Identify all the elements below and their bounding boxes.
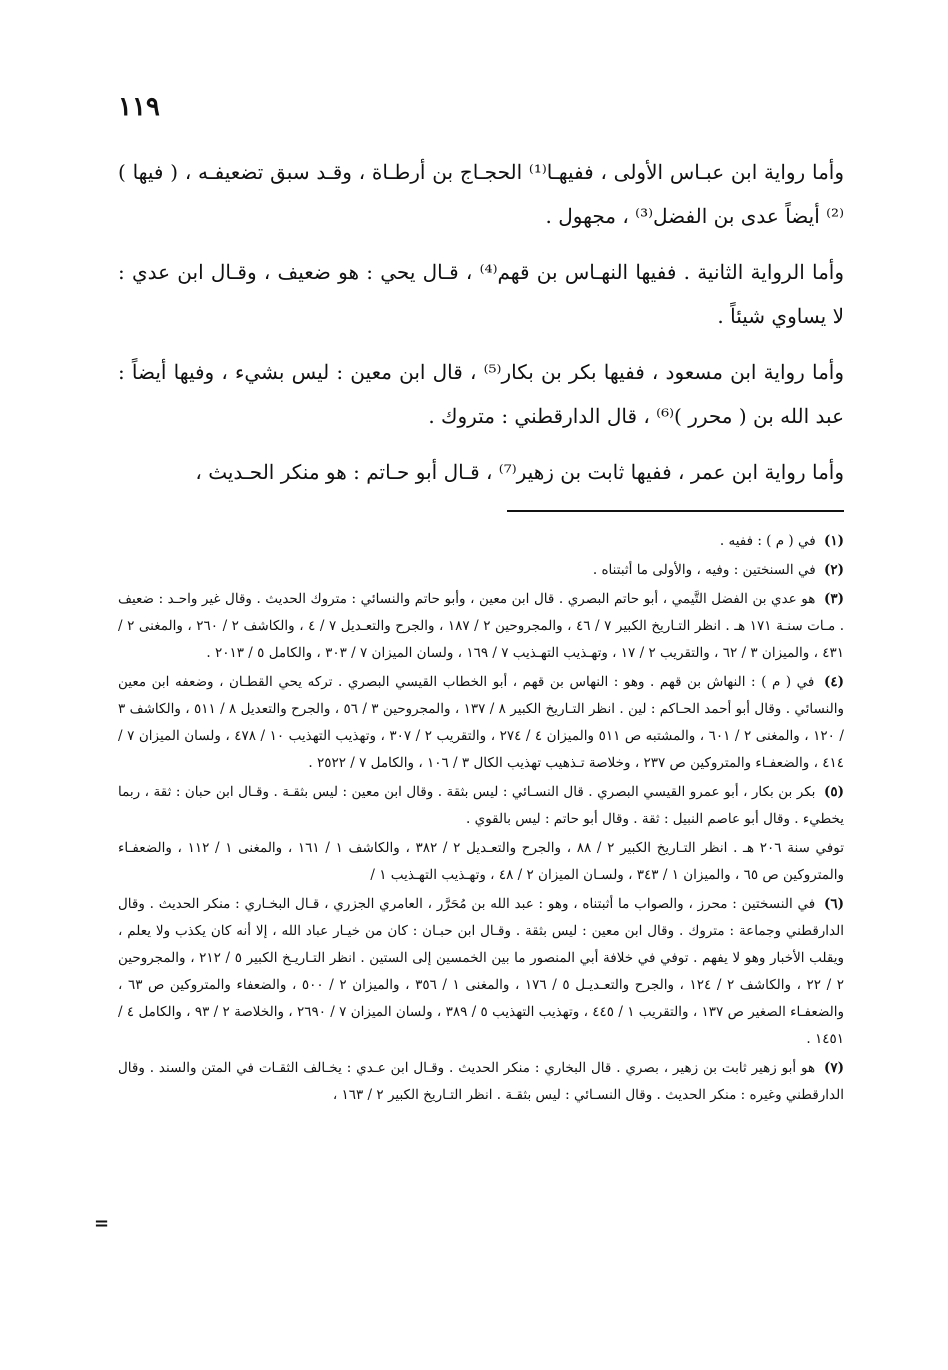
footnote-separator [507, 510, 844, 512]
footnotes [118, 528, 844, 1111]
page-number: ١١٩ [118, 92, 160, 122]
footnote-number: (٦) [823, 896, 844, 912]
footnote-3 [118, 586, 844, 667]
paragraph: وأما رواية ابن عمر ، ففيها ثابت بن زهير⁽⁷⁾ ، قـال أبو حـاتم : هو منكر الحـديث ، [195, 460, 844, 484]
footnote-number: (١) [823, 533, 844, 549]
footnote-text-continued: توفي سنة ٢٠٦ هـ . انظر التـاريخ الكبير ٢ / ٨٨ ، والجرح والتعـديل ٢ / ٣٨٢ ، والكاشف ١ / ١٦١ ، والمغنى ١ / ١١٢ ، والضعفـاء والمتروكين ص ٦٥ ، والميزان ١ / ٣٤٣ ، ولسـان الميزان ٢ / ٤٨ ، وتهـذيب التهـذيب ١ / [118, 840, 844, 883]
footnote-7 [118, 1055, 844, 1109]
footnote-text: بكر بن بكار ، أبو عمرو القيسي البصري . قال النسـائي : ليس بثقة . وقال ابن معين : ليس بثقـة . وقـال ابن حبان : ثقة ، ربما يخطيء . وقال أبو عاصم النبيل : ثقة . وقال أبو حاتم : ليس بالقوي . [118, 784, 844, 827]
main-text [118, 150, 844, 506]
footnote-2 [118, 557, 844, 584]
footnote-number: (٣) [823, 591, 844, 607]
footnote-6 [118, 891, 844, 1053]
footnote-text: في ( م ) : ففيه . [719, 533, 816, 549]
paragraph: وأما رواية ابن مسعود ، ففيها بكر بن بكار⁽⁵⁾ ، قال ابن معين : ليس بشيء ، وفيها أيضاً : عبد الله بن ( محرر )⁽⁶⁾ ، قال الدارقطني : متروك . [118, 360, 845, 428]
continuation-mark: = [94, 1213, 110, 1234]
paragraph: وأما الرواية الثانية . ففيها النهـاس بن قهم⁽⁴⁾ ، قـال يحي : هو ضعيف ، وقـال ابن عدي : لا يساوي شيئاً . [118, 260, 845, 328]
footnote-number: (٧) [823, 1060, 844, 1076]
footnote-text: هو عدي بن الفضل التَّيمي ، أبو حاتم البصري . قال ابن معين ، وأبو حاتم والنسائي : متروك الحديث . وقال غير واحـد : ضعيف . مـات سنـة ١٧١ هـ . انظر التـاريخ الكبير ٧ / ٤٦ ، والمجروحين ٢ / ١٨٧ ، والجرح والتعـديل ٧ / ٤ ، والكاشف ٢ / ٢٦٠ ، والمغنى ٢ / ٤٣١ ، والميزان ٣ / ٦٢ ، والتقريب ٢ / ١٧ ، وتهـذيب التهـذيب ٧ / ١٦٩ ، ولسان الميزان ٧ / ٣٠٣ ، والكامل ٥ / ٢٠١٣ . [118, 591, 844, 661]
footnote-5 [118, 779, 844, 889]
footnote-text: هو أبو زهير ثابت بن زهير ، بصري . قال البخاري : منكر الحديث . وقـال ابن عـدي : يخـالف الثقـات في المتن والسند . وقال الدارقطني وغيره : منكر الحديث . وقال النسـائي : ليس بثقـة . انظر التـاريخ الكبير ٢ / ١٦٣ ، [118, 1060, 844, 1103]
footnote-number: (٥) [823, 784, 844, 800]
footnote-number: (٢) [823, 562, 844, 578]
footnote-1 [118, 528, 844, 555]
paragraph: وأما رواية ابن عبـاس الأولى ، ففيهـا⁽¹⁾ الحجـاج بن أرطـاة ، وقـد سبق تضعيفـه ، ( فيها )⁽²⁾ أيضاً عدى بن الفضل⁽³⁾ ، مجهول . [118, 160, 844, 228]
footnote-text: في النسختين : محرز ، والصواب ما أثبتناه ، وهو : عبد الله بن مُحَرَّر ، العامري الجزري ، قـال البخـاري : منكر الحديث . وقال الدارقطني وجماعة : متروك . وقال ابن معين : ليس بثقة . وقـال ابن حبـان : كان من خيـار عباد الله ، إلا أنه كان يكذب ولا يعلم ، ويقلب الأخبار وهو لا يفهم . توفي في خلافة أبي المنصور ما بين الخمسين إلى الستين . انظر التـاريـخ الكبير ٥ / ٢١٢ ، والمجروحين ٢ / ٢٢ ، والكاشف ٢ / ١٢٤ ، والجرح والتعـديـل ٥ / ١٧٦ ، والمغنى ١ / ٣٥٦ ، والميزان ٢ / ٥٠٠ ، والضعفاء والمتروكين ص ٦٣ ، والضعفـاء الصغير ص ١٣٧ ، والتقريب ١ / ٤٤٥ ، وتهذيب التهذيب ٥ / ٣٨٩ ، ولسان الميزان ٧ / ٢٦٩٠ ، والخلاصة ٢ / ٩٣ ، والكامل ٤ / ١٤٥١ . [118, 896, 845, 1047]
footnote-text: في ( م ) : النهاش بن قهم . وهو : النهاس بن قهم ، أبو الخطاب القيسي البصري . تركه يحي القطـان ، وضعفه ابن معين والنسائي . وقال أبو أحمد الحـاكم : لين . انظر التـاريخ الكبير ٨ / ١٣٧ ، والمجروحين ٣ / ٥٦ ، والجرح والتعديل ٨ / ٥١١ ، والكاشف ٣ / ١٢٠ ، والمغنى ٢ / ٦٠١ ، والمشتبه ص ٥١١ والميزان ٤ / ٢٧٤ ، والتقريب ٢ / ٣٠٧ ، وتهذيب التهذيب ١٠ / ٤٧٨ ، ولسان الميزان ٧ / ٤١٤ ، والضعفـاء والمتروكين ص ٢٣٧ ، وخلاصة تـذهيب تهذيب الكال ٣ / ١٠٦ ، والكامل ٧ / ٢٥٢٢ . [118, 674, 844, 771]
footnote-4 [118, 669, 844, 777]
footnote-text: في السنختين : وفيه ، والأولى ما أثبتناه . [592, 562, 816, 578]
footnote-number: (٤) [823, 674, 844, 690]
